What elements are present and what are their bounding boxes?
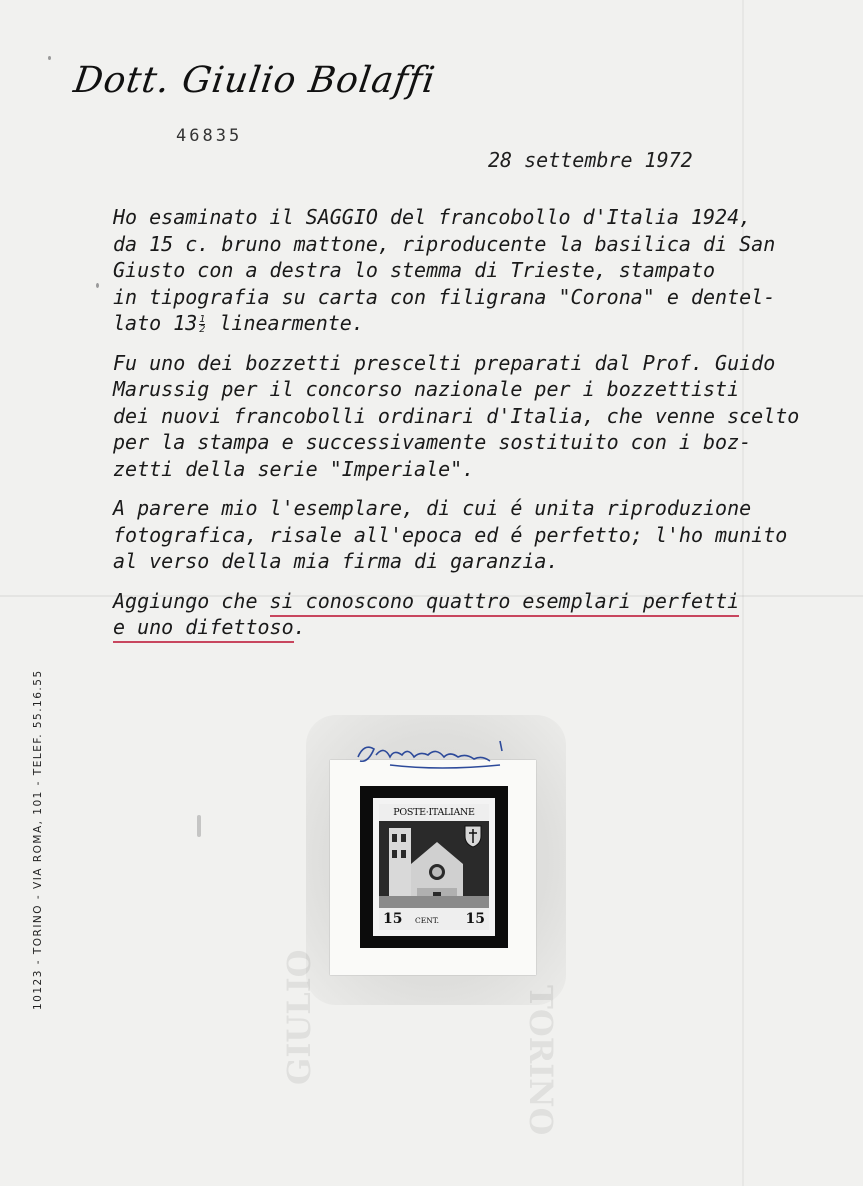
certificate-body	[113, 204, 828, 654]
embossed-seal-watermark	[270, 949, 600, 1136]
text-fragment: linearmente.	[207, 311, 364, 335]
certificate-number: 46835	[176, 126, 243, 146]
letterhead-name: Dott. Giulio Bolaffi	[71, 60, 439, 101]
underlined-text: si conoscono quattro esemplari perfetti	[270, 589, 740, 617]
stamp-design	[379, 804, 489, 930]
stamp-cent-label: CENT.	[415, 916, 440, 925]
text-fragment: lato 13	[113, 311, 198, 335]
text-line: A parere mio l'esemplare, di cui é unita riproduzione	[113, 496, 752, 520]
text-line: da 15 c. bruno mattone, riproducente la basilica di San	[113, 231, 776, 256]
text-line	[113, 310, 828, 337]
paper-speck	[96, 283, 99, 288]
watermark-text-left: GIULIO	[280, 949, 318, 1085]
paper-speck	[48, 56, 51, 60]
text-line: in tipografia su carta con filigrana "Corona" e dentel-	[113, 284, 776, 309]
paragraph-1	[113, 204, 828, 337]
side-address: 10123 - TORINO - VIA ROMA, 101 - TELEF. 55.16.55	[32, 669, 44, 1010]
stamp-header: POSTE·ITALIANE	[379, 804, 489, 821]
stamp-value-band	[379, 908, 489, 930]
fraction-denominator: 2	[199, 324, 206, 335]
text-line: Fu uno dei bozzetti prescelti preparati dal Prof. Guido	[113, 350, 776, 375]
underlined-text: e uno difettoso	[113, 615, 294, 643]
text-line	[113, 588, 828, 615]
paragraph-4	[113, 588, 828, 641]
text-line: Giusto con a destra lo stemma di Trieste, stampato	[113, 258, 716, 282]
trieste-shield-icon	[463, 824, 483, 848]
text-fragment: .	[293, 615, 306, 639]
fraction	[199, 315, 205, 334]
text-line: per la stampa e successivamente sostituito con i boz-	[113, 430, 752, 454]
watermark-text-right: TORINO	[522, 985, 560, 1136]
paragraph-3	[113, 495, 828, 575]
certificate-date: 28 settembre 1972	[488, 148, 693, 172]
paper-speck	[197, 815, 201, 837]
text-line: Marussig per il concorso nazionale per i bozzettisti	[113, 377, 740, 401]
text-fragment: Aggiungo che	[113, 588, 270, 613]
text-line	[113, 614, 828, 641]
bolaffi-signature	[350, 735, 520, 775]
paragraph-2	[113, 350, 828, 483]
text-line: Ho esaminato il SAGGIO del francobollo d'Italia 1924,	[113, 205, 752, 229]
fraction-numerator: 1	[199, 314, 206, 325]
stamp-value-left: 15	[383, 911, 403, 927]
text-line: fotografica, risale all'epoca ed é perfetto; l'ho munito	[113, 522, 788, 547]
stamp-image	[373, 798, 495, 936]
text-line: al verso della mia firma di garanzia.	[113, 549, 559, 573]
text-line: dei nuovi francobolli ordinari d'Italia, che venne scelto	[113, 403, 800, 428]
text-line: zetti della serie "Imperiale".	[113, 456, 475, 481]
stamp-value-right: 15	[465, 911, 485, 927]
